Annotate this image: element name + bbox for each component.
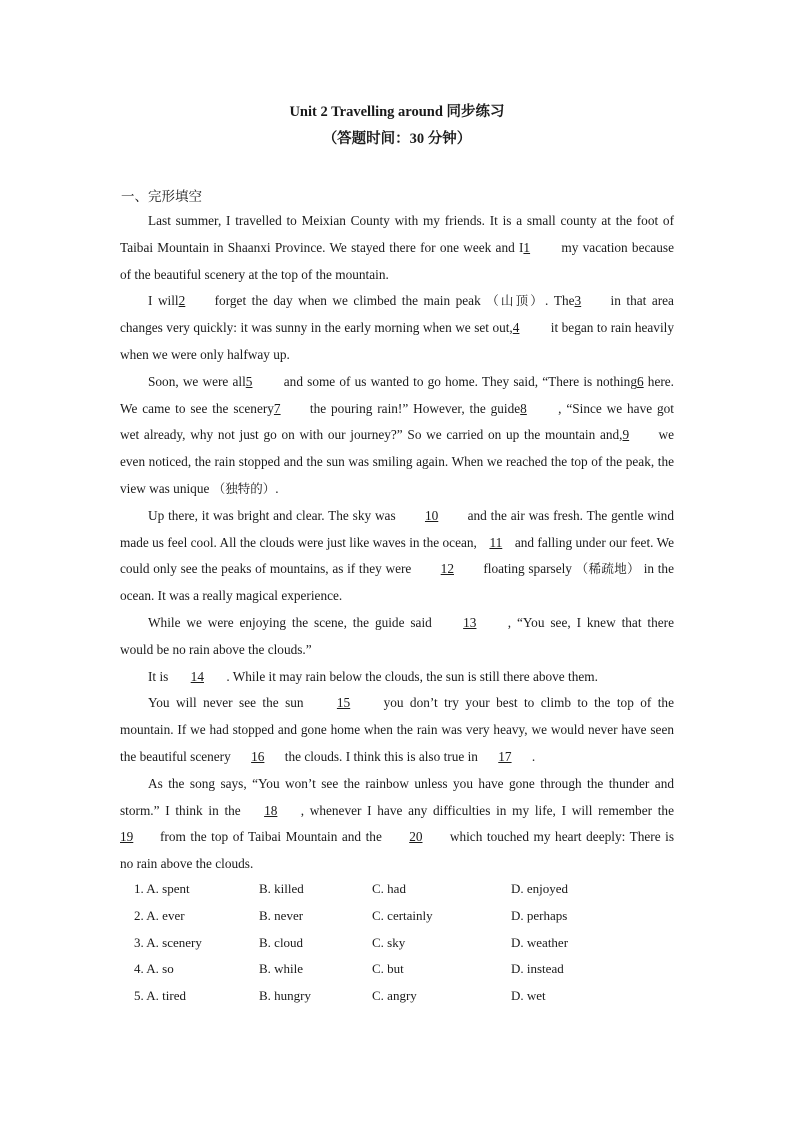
blank-7: 7 — [273, 400, 281, 416]
blank-16: 16 — [251, 748, 265, 764]
time-limit: （答题时间：30 分钟） — [322, 131, 472, 147]
option-text: D. instead — [511, 961, 564, 977]
option-text: B. cloud — [259, 934, 304, 950]
option-text: D. enjoyed — [511, 881, 569, 896]
option-text: D. perhaps — [511, 907, 568, 923]
option-row-1 — [134, 876, 674, 903]
blank-2: 2 — [178, 293, 186, 309]
paragraph-3: Soon, we were all5 and some of us wanted to go home. They said, “There is nothing6 here. We came to see the scenery7 the pouring rain!” However, the guide8 , “Since we have got wet already, why not just go on with our journey?” So we carried on up the mountain and,9 we even noticed, the rain stopped and the sun was smiling again. When we reached the top of the peak, the view was unique （独特的）. — [120, 369, 674, 503]
option-text: B. hungry — [259, 988, 311, 1004]
page-title: Unit 2 Travelling around 同步练习 — [289, 104, 505, 120]
option-text: 4. A. so — [134, 961, 174, 977]
paragraph-6: It is 14 . While it may rain below the clouds, the sun is still there above them. — [120, 664, 674, 691]
blank-12: 12 — [440, 561, 454, 577]
paragraph-4: Up there, it was bright and clear. The sky was 10 and the air was fresh. The gentle wind made us feel cool. All the clouds were just like waves in the ocean, 11 and falling under our feet. We could only see the peaks of mountains, as if they were 12 floating sparsely （稀疏地） in the ocean. It was a really magical experience. — [120, 503, 674, 610]
option-row-3 — [134, 930, 674, 957]
option-text: 3. A. scenery — [134, 934, 202, 950]
option-text: B. while — [259, 961, 304, 977]
blank-18: 18 — [264, 802, 278, 818]
blank-1: 1 — [523, 239, 531, 255]
paragraph-2: I will2 forget the day when we climbed the main peak （山顶）. The3 in that area changes very quickly: it was sunny in the early morning when we set out,4 it began to rain heavily when we were only halfway up. — [120, 288, 674, 368]
blank-14: 14 — [190, 668, 204, 684]
paragraph-5: While we were enjoying the scene, the guide said 13 , “You see, I knew that there would be no rain above the clouds.” — [120, 610, 674, 664]
answer-options — [134, 876, 674, 1010]
option-row-2 — [134, 903, 674, 930]
blank-19: 19 — [120, 829, 134, 845]
option-text: B. never — [259, 907, 304, 923]
paragraph-8: As the song says, “You won’t see the rainbow unless you have gone through the thunder and storm.” I think in the 18 , whenever I have any difficulties in my life, I will remember the 19 from the top of Taibai Mountain and the 20 which touched my heart deeply: There is no rain above the clouds. — [120, 775, 674, 872]
option-text: 5. A. tired — [134, 988, 186, 1004]
option-text: C. had — [372, 881, 406, 896]
option-text: C. angry — [372, 988, 417, 1004]
option-row-4 — [134, 956, 674, 983]
option-row-5 — [134, 983, 674, 1010]
option-text: 1. A. spent — [134, 881, 190, 896]
option-text: B. killed — [259, 881, 304, 896]
blank-17: 17 — [498, 748, 512, 764]
blank-4: 4 — [512, 320, 520, 336]
cloze-passage — [120, 208, 674, 878]
blank-15: 15 — [336, 695, 351, 711]
section-title: 一、完形填空 — [121, 189, 202, 205]
blank-10: 10 — [424, 507, 439, 523]
option-text: 2. A. ever — [134, 907, 185, 923]
blank-20: 20 — [409, 829, 423, 845]
blank-13: 13 — [463, 614, 477, 630]
blank-3: 3 — [574, 293, 582, 309]
paragraph-7: You will never see the sun 15 you don’t try your best to climb to the top of the mountain. If we had stopped and gone home when the rain was very heavy, we would never have seen the beautiful scenery 16 the clouds. I think this is also true in 17 . — [120, 690, 674, 770]
option-text: D. weather — [511, 934, 569, 950]
option-text: D. wet — [511, 988, 546, 1004]
paragraph-1: Last summer, I travelled to Meixian County with my friends. It is a small county at the foot of Taibai Mountain in Shaanxi Province. We stayed there for one week and I1 my vacation because of the beautiful scenery at the top of the mountain. — [120, 213, 675, 282]
option-text: C. sky — [372, 934, 406, 950]
option-text: C. but — [372, 961, 404, 977]
blank-8: 8 — [520, 400, 527, 416]
blank-5: 5 — [245, 373, 253, 389]
option-text: C. certainly — [372, 907, 433, 923]
blank-11: 11 — [489, 534, 503, 550]
blank-6: 6 — [636, 373, 644, 389]
blank-9: 9 — [622, 427, 630, 443]
